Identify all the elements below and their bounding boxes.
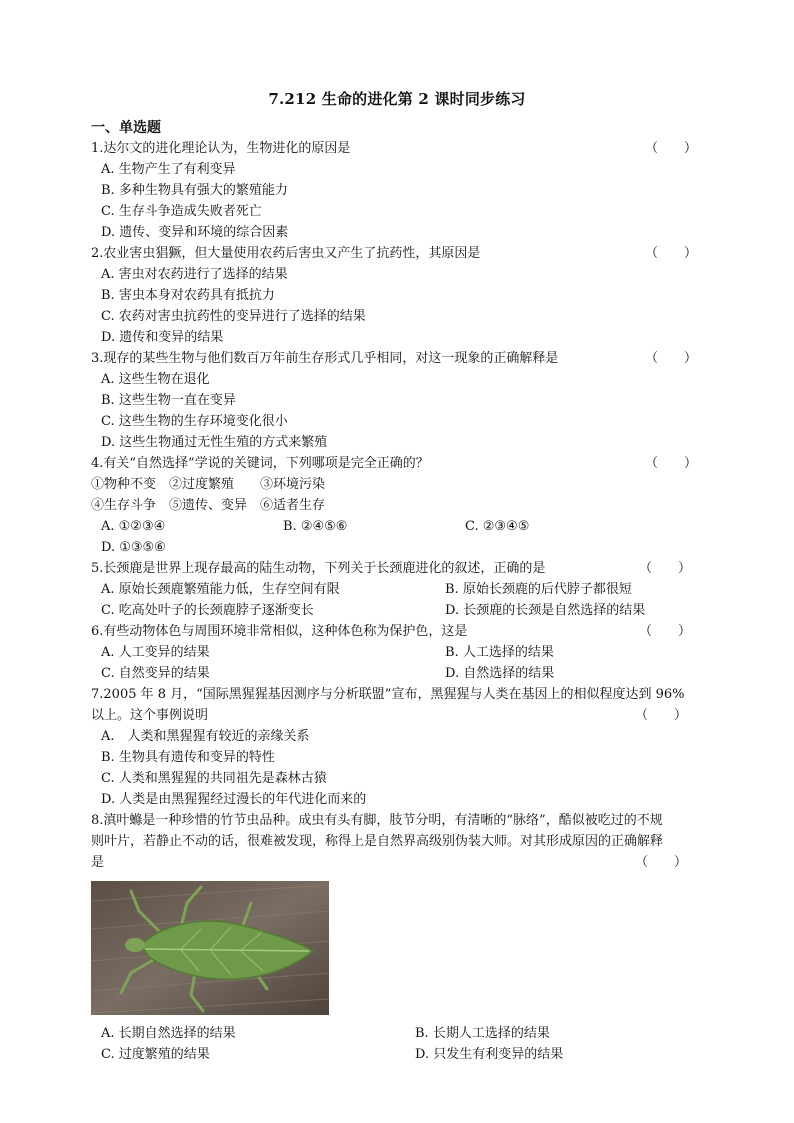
option-b: B. 害虫本身对农药具有抵抗力	[101, 288, 275, 303]
option-d: D. 只发生有利变异的结果	[415, 1047, 564, 1062]
options-row	[91, 516, 703, 537]
option-d: D. 这些生物通过无性生殖的方式来繁殖	[101, 435, 328, 450]
page-title: 7.212 生命的进化第 2 课时同步练习	[268, 90, 526, 108]
option-a: A. 生物产生了有利变异	[101, 162, 236, 177]
option-d: D. 人类是由黑猩猩经过漫长的年代进化而来的	[101, 792, 367, 807]
option-a: A. 长期自然选择的结果	[101, 1026, 236, 1041]
question-stem: 1.达尔文的进化理论认为，生物进化的原因是	[91, 141, 351, 156]
option-b: B. 这些生物一直在变异	[101, 393, 236, 408]
answer-blank: （ ）	[644, 456, 697, 471]
question-5	[91, 558, 703, 579]
question-6	[91, 621, 703, 642]
keyword-line-2: ④生存斗争 ⑤遗传、变异 ⑥适者生存	[91, 498, 326, 513]
question-stem: 3.现存的某些生物与他们数百万年前生存形式几乎相同，对这一现象的正确解释是	[91, 351, 559, 366]
options-row	[91, 642, 703, 663]
answer-blank: （ ）	[634, 708, 687, 723]
answer-blank: （ ）	[638, 561, 691, 576]
answer-blank: （ ）	[634, 855, 687, 870]
section-heading: 一、单选题	[91, 120, 161, 136]
option-c: C. 农药对害虫抗药性的变异进行了选择的结果	[101, 309, 366, 324]
option-b: B. 长期人工选择的结果	[415, 1026, 550, 1041]
option-d: D. 遗传和变异的结果	[101, 330, 224, 345]
option-d: D. ①③⑤⑥	[101, 540, 166, 555]
answer-blank: （ ）	[644, 141, 697, 156]
option-b: B. 原始长颈鹿的后代脖子都很短	[445, 582, 632, 597]
option-b: B. 生物具有遗传和变异的特性	[101, 750, 275, 765]
option-c: C. 人类和黑猩猩的共同祖先是森林古猿	[101, 771, 327, 786]
options-row	[91, 1023, 703, 1044]
answer-blank: （ ）	[644, 246, 697, 261]
question-stem: 以上。这个事例说明	[91, 708, 209, 723]
option-d: D. 自然选择的结果	[445, 666, 555, 681]
question-2	[91, 243, 703, 264]
question-list	[91, 138, 703, 1065]
option-b: B. ②④⑤⑥	[283, 519, 348, 534]
option-b: B. 人工选择的结果	[445, 645, 554, 660]
option-a: A. 人工变异的结果	[101, 645, 210, 660]
options-row	[91, 579, 703, 600]
question-stem: 6.有些动物体色与周围环境非常相似，这种体色称为保护色，这是	[91, 624, 468, 639]
option-a: A. 人类和黑猩猩有较近的亲缘关系	[101, 729, 310, 744]
option-a: A. ①②③④	[101, 519, 166, 534]
option-c: C. 吃高处叶子的长颈鹿脖子逐渐变长	[101, 603, 314, 618]
option-a: A. 害虫对农药进行了选择的结果	[101, 267, 288, 282]
option-d: D. 长颈鹿的长颈是自然选择的结果	[445, 603, 646, 618]
keyword-line-1: ①物种不变 ②过度繁殖 ③环境污染	[91, 477, 326, 492]
question-stem: 2.农业害虫猖獗，但大量使用农药后害虫又产生了抗药性，其原因是	[91, 246, 481, 261]
question-1	[91, 138, 703, 159]
answer-blank: （ ）	[644, 351, 697, 366]
option-a: A. 原始长颈鹿繁殖能力低，生存空间有限	[101, 582, 340, 597]
question-stem: 是	[91, 855, 105, 870]
question-stem: 4.有关“自然选择”学说的关键词，下列哪项是完全正确的？	[91, 456, 429, 471]
question-7-continued	[91, 705, 703, 726]
option-d: D. 遗传、变异和环境的综合因素	[101, 225, 289, 240]
option-c: C. 过度繁殖的结果	[101, 1047, 210, 1062]
option-b: B. 多种生物具有强大的繁殖能力	[101, 183, 288, 198]
question-8: 8.滇叶螩是一种珍惜的竹节虫品种。成虫有头有脚，肢节分明，有清晰的“脉络”，酷似被吃过的不规	[91, 813, 663, 828]
option-a: A. 这些生物在退化	[101, 372, 210, 387]
option-c: C. 自然变异的结果	[101, 666, 210, 681]
options-row	[91, 1044, 703, 1065]
options-row	[91, 600, 703, 621]
question-3	[91, 348, 703, 369]
option-c: C. 这些生物的生存环境变化很小	[101, 414, 288, 429]
question-7: 7.2005 年 8 月，“国际黑猩猩基因测序与分析联盟”宣布，黑猩猩与人类在基因上的相似程度达到 96%	[91, 687, 685, 702]
option-c: C. ②③④⑤	[465, 519, 530, 534]
answer-blank: （ ）	[638, 624, 691, 639]
leaf-insect-photo	[91, 881, 329, 1015]
option-c: C. 生存斗争造成失败者死亡	[101, 204, 262, 219]
options-row	[91, 663, 703, 684]
question-stem: 5.长颈鹿是世界上现存最高的陆生动物，下列关于长颈鹿进化的叙述，正确的是	[91, 561, 546, 576]
question-8-continued: 则叶片，若静止不动的话，很难被发现，称得上是自然界高级别伪装大师。对其形成原因的正确解释	[91, 834, 664, 849]
question-8-end	[91, 852, 703, 873]
question-4	[91, 453, 703, 474]
